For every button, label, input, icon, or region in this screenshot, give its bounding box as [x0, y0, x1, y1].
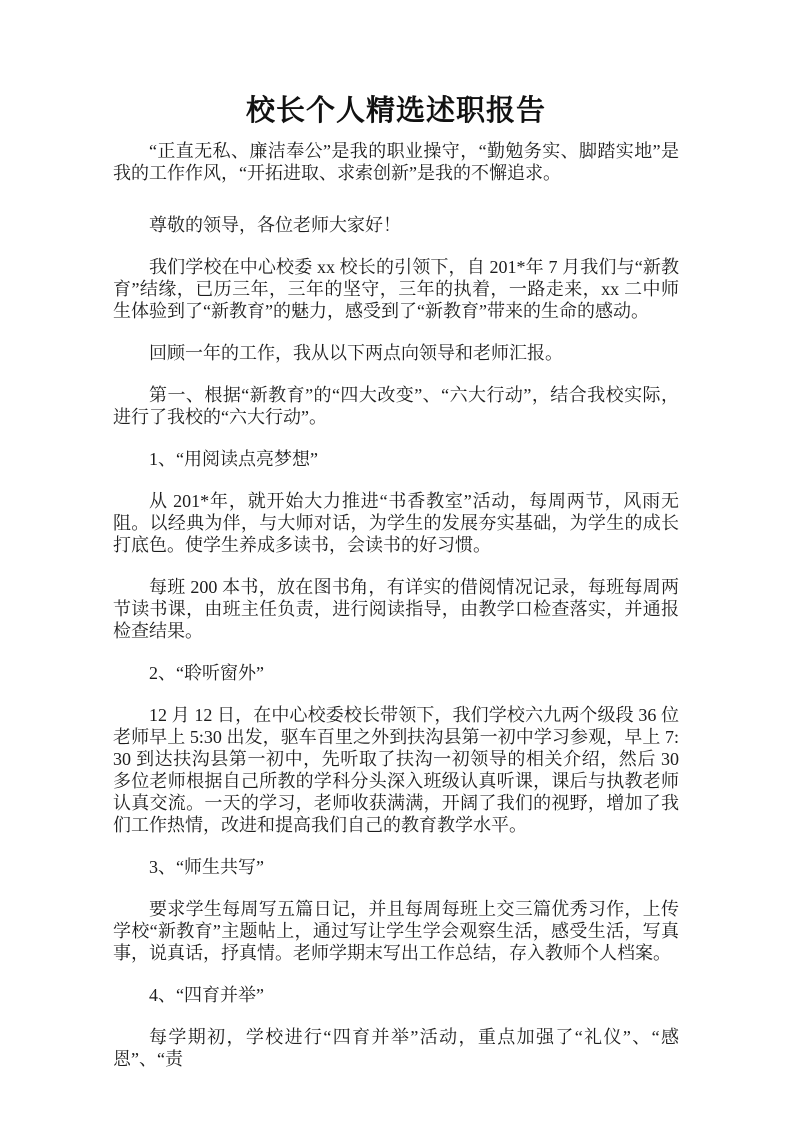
paragraph-heading-3: 3、“师生共写” [149, 857, 264, 877]
paragraph-writing-activity: 要求学生每周写五篇日记，并且每周每班上交三篇优秀习作，上传学校“新教育”主题帖上，通过写让学生学会观察生活，感受生活，写真事，说真话，抒真情。老师学期末写出工作总结，存入教师个人档案。 [113, 899, 679, 963]
document-body [113, 140, 679, 1070]
paragraph-heading-4: 4、“四育并举” [149, 985, 264, 1005]
paragraph-intro: 我们学校在中心校委 xx 校长的引领下，自 201*年 7 月我们与“新教育”结缘，已历三年，三年的坚守，三年的执着，一路走来，xx 二中师生体验到了“新教育”的魅力，感受到了“新教育”带来的生命的感动。 [113, 257, 679, 321]
paragraph-four-edu: 每学期初，学校进行“四育并举”活动，重点加强了“礼仪”、“感恩”、“责 [113, 1027, 679, 1069]
document-title: 校长个人精选述职报告 [245, 95, 546, 127]
paragraph-study-trip: 12 月 12 日，在中心校委校长带领下，我们学校六九两个级段 36 位老师早上 5:30 出发，驱车百里之外到扶沟县第一初中学习参观，早上 7:30 到达扶沟县第一初中，先听取了扶沟一初领导的相关介绍，然后 30 多位老师根据自己所教的学科分头深入班级认真听课，课后与执教老师认真交流。一天的学习，老师收获满满，开阔了我们的视野，增加了我们工作热情，改进和提高我们自己的教育教学水平。 [113, 705, 679, 835]
paragraph-heading-2: 2、“聆听窗外” [149, 663, 264, 683]
paragraph-greeting: 尊敬的领导，各位老师大家好！ [149, 215, 401, 235]
paragraph-reading-detail: 每班 200 本书，放在图书角，有详实的借阅情况记录，每班每周两节读书课，由班主任负责，进行阅读指导，由教学口检查落实，并通报检查结果。 [113, 577, 679, 641]
paragraph-motto: “正直无私、廉洁奉公”是我的职业操守，“勤勉务实、脚踏实地”是我的工作作风，“开拓进取、求索创新”是我的不懈追求。 [113, 141, 679, 183]
paragraph-point-one: 第一、根据“新教育”的“四大改变”、“六大行动”，结合我校实际，进行了我校的“六大行动”。 [113, 385, 679, 427]
paragraph-reading-activity: 从 201*年，就开始大力推进“书香教室”活动，每周两节，风雨无阻。以经典为伴，与大师对话，为学生的发展夯实基础，为学生的成长打底色。使学生养成多读书，会读书的好习惯。 [113, 491, 679, 555]
paragraph-review-lead: 回顾一年的工作，我从以下两点向领导和老师汇报。 [149, 343, 563, 363]
paragraph-heading-1: 1、“用阅读点亮梦想” [149, 449, 318, 469]
